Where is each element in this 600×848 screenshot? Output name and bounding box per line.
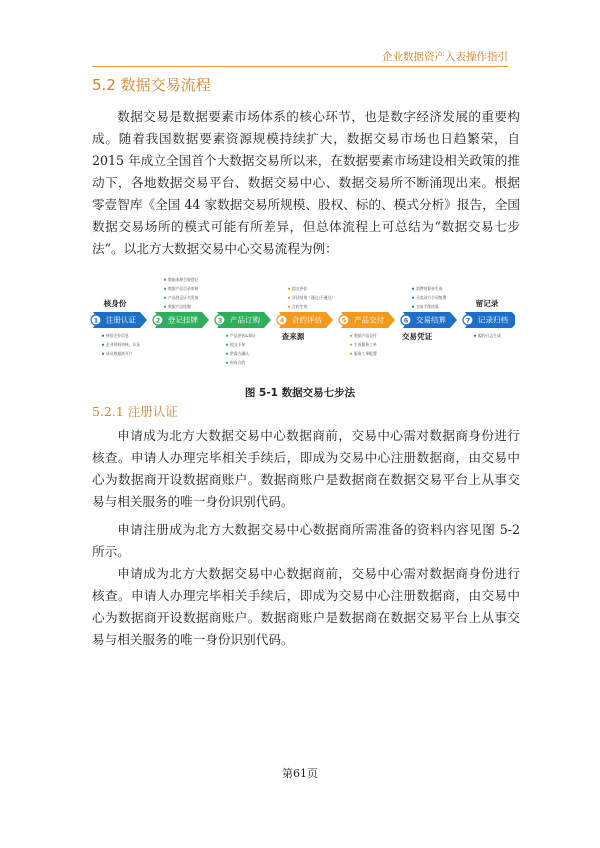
step-number: 6 (403, 316, 409, 325)
flow-step-2 (153, 277, 209, 328)
flow-step-1 (91, 298, 147, 356)
step-label: 产品交付 (354, 315, 384, 325)
bullet-dot (350, 335, 352, 337)
bullet-dot (226, 353, 228, 355)
step-detail-item: 产品登记证书发放 (168, 295, 199, 300)
step-detail-item: 买卖双方合同签署 (416, 295, 447, 300)
flow-step-3 (215, 312, 271, 365)
bullet-dot (226, 335, 228, 337)
step-number: 3 (217, 316, 223, 325)
bullet-dot (288, 297, 290, 299)
step-detail-item: 产品评估&询证 (230, 333, 256, 338)
step-number: 1 (93, 316, 99, 325)
subsection-title: 5.2.1 注册认证 (92, 404, 178, 419)
bullet-dot (412, 288, 414, 290)
step-detail-item: 履约日志生成 (478, 333, 501, 338)
bullet-dot (474, 335, 476, 337)
bullet-dot (164, 288, 166, 290)
step-label: 登记挂牌 (168, 315, 198, 325)
step-detail-item: 数据产品交付 (354, 333, 377, 338)
step-label: 产品订购 (230, 315, 260, 325)
seven-step-flow-diagram (85, 266, 515, 381)
bullet-dot (102, 335, 104, 337)
step-number: 4 (279, 316, 285, 325)
step-detail-item: 生成服务工单 (354, 342, 377, 347)
step-label: 记录归档 (478, 315, 508, 325)
intro-paragraph: 数据交易是数据要素市场体系的核心环节，也是数字经济发展的重要构成。随着我国数据要素资源规模持续扩大，数据交易市场也日趋繁荣，自 2015 年成立全国首个大数据交易所以来，在数据要素市场建设相关政策的推动下，各地数据交易平台、数据交易中心、数据交易所不断涌现出来。根据零壹智库《全国 44 家数据交易所规模、股权、标的、模式分析》报告，全国数据交易场所的模式可能有所差异，但总体流程上可总结为“数据交易七步法”。以北方大数据交易中心交易流程为例： (92, 109, 520, 256)
step-detail-item: 形成合约 (230, 360, 246, 365)
bullet-dot (288, 288, 290, 290)
header-rule (92, 66, 508, 67)
step-detail-item: 服务工单配置 (354, 351, 377, 356)
registration-paragraph-1: 申请成为北方大数据交易中心数据商前，交易中心需对数据商身份进行核查。申请人办理完毕相关手续后，即成为交易中心注册数据商，由交易中心为数据商开设数据商账户。数据商账户是数据商在数据交易平台上从事交易与相关服务的唯一身份识别代码。 (92, 428, 520, 509)
step-side-label: 核身份 (103, 299, 127, 308)
bullet-dot (350, 344, 352, 346)
section-title: 5.2 数据交易流程 (92, 76, 211, 94)
flow-step-6 (401, 286, 457, 341)
header-title: 企业数据资产入表操作指引 (382, 51, 508, 63)
step-number: 5 (341, 316, 347, 325)
step-detail-item: 评估结果（通过/不通过） (292, 295, 336, 300)
step-detail-item: 数据来源合规登记 (168, 277, 199, 282)
registration-paragraph-3: 申请成为北方大数据交易中心数据商前，交易中心需对数据商身份进行核查。申请人办理完毕相关手续后，即成为交易中心注册数据商，由交易中心为数据商开设数据商账户。数据商账户是数据商在数据交易平台上从事交易与相关服务的唯一身份识别代码。 (92, 566, 520, 647)
registration-paragraph-2: 申请注册成为北方大数据交易中心数据商所需准备的资料内容见图 5-2 所示。 (92, 522, 520, 559)
step-label: 交易结算 (416, 315, 446, 325)
bullet-dot (164, 297, 166, 299)
step-detail-item: 消费结算单生成 (416, 286, 443, 291)
step-side-label: 留记录 (475, 299, 499, 308)
bullet-dot (412, 297, 414, 299)
bullet-dot (412, 306, 414, 308)
step-detail-item: 企业材料审核、认证 (106, 342, 141, 347)
bullet-dot (164, 279, 166, 281)
page-number: 第61页 (282, 767, 318, 780)
figure-caption: 图 5-1 数据交易七步法 (244, 387, 356, 399)
bullet-dot (350, 353, 352, 355)
bullet-dot (226, 344, 228, 346)
flow-step-4 (277, 286, 335, 341)
step-detail-item: 数据产品目录审核 (168, 286, 199, 291)
step-detail-item: 交易手续结算 (416, 304, 439, 309)
bullet-dot (226, 362, 228, 364)
step-number: 2 (155, 316, 161, 325)
step-side-label: 交易凭证 (401, 332, 433, 341)
bullet-dot (102, 344, 104, 346)
step-detail-item: 数据产品挂牌 (168, 304, 191, 309)
step-label: 合约评估 (292, 315, 322, 325)
step-detail-item: 供需方确认 (230, 351, 249, 356)
step-label: 注册认证 (106, 315, 136, 325)
flow-step-7 (463, 298, 515, 338)
step-detail-item: 核验企业信息 (106, 333, 129, 338)
flow-step-5 (339, 312, 395, 356)
bullet-dot (164, 306, 166, 308)
step-detail-item: 合约生效 (292, 304, 308, 309)
step-side-label: 查来源 (281, 332, 305, 341)
bullet-dot (288, 306, 290, 308)
step-number: 7 (465, 316, 471, 325)
step-detail-item: 提交评估 (292, 286, 308, 291)
bullet-dot (102, 353, 104, 355)
step-detail-item: 提交下单 (230, 342, 246, 347)
step-detail-item: 成员数据商开户 (106, 351, 133, 356)
